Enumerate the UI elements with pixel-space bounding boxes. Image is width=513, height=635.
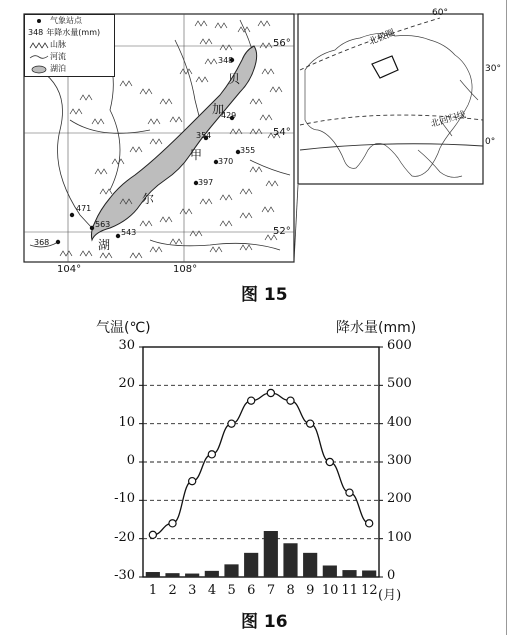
lake-char-4: 湖 xyxy=(98,238,111,252)
page-edge xyxy=(506,0,507,635)
point-jia: 甲 xyxy=(190,148,203,162)
precip-bar xyxy=(165,573,179,577)
precip-bar xyxy=(185,574,199,577)
temperature-point xyxy=(307,420,314,427)
lat-label-54: 54° xyxy=(273,127,291,138)
lon-label-108: 108° xyxy=(173,264,198,275)
legend-river: 河流 xyxy=(25,51,114,63)
precip-bar xyxy=(205,571,219,577)
station-dot-icon xyxy=(28,17,50,25)
station-label: 397 xyxy=(198,178,214,187)
inset-lat-30: 30° xyxy=(485,64,501,74)
month-tick-label: 4 xyxy=(207,583,217,598)
figure15-caption: 图 15 xyxy=(241,285,288,305)
map-legend xyxy=(24,14,115,77)
temp-tick-label: 10 xyxy=(118,414,135,430)
mountain-icon xyxy=(28,41,50,49)
precip-bar xyxy=(303,553,317,577)
precip-bar xyxy=(323,566,337,578)
precip-axis-title: 降水量(mm) xyxy=(336,320,417,336)
month-tick-label: 7 xyxy=(266,583,276,598)
station-label: 348 xyxy=(218,56,234,65)
precip-tick-label: 0 xyxy=(387,568,396,583)
precip-tick-label: 500 xyxy=(387,376,412,392)
month-tick-label: 10 xyxy=(321,583,339,598)
lon-label-104: 104° xyxy=(57,264,82,275)
lat-label-52: 52° xyxy=(273,226,291,237)
legend-precip: 348 年降水量(mm) xyxy=(28,28,101,37)
temp-tick-label: -10 xyxy=(114,491,135,507)
month-tick-label: 12 xyxy=(361,583,378,598)
temp-axis-title: 气温(℃) xyxy=(96,320,151,336)
temp-tick-label: 20 xyxy=(118,376,135,392)
temp-tick-label: 30 xyxy=(118,338,135,353)
temperature-point xyxy=(228,420,235,427)
inset-arctic-circle: 北极圈 xyxy=(367,28,397,48)
month-unit-label: (月) xyxy=(378,588,402,603)
temperature-point xyxy=(287,397,294,404)
month-tick-label: 11 xyxy=(341,583,359,598)
temperature-point xyxy=(189,478,196,485)
temperature-point xyxy=(326,458,333,465)
inset-lat-0: 0° xyxy=(485,137,496,147)
lake-char-2: 加 xyxy=(212,102,225,116)
precip-tick-label: 200 xyxy=(387,491,412,507)
month-tick-label: 9 xyxy=(306,583,315,598)
temperature-point xyxy=(149,531,156,538)
inset-lat-60: 60° xyxy=(432,8,448,18)
temperature-point xyxy=(267,389,274,396)
station-label: 354 xyxy=(196,131,212,140)
precip-bar xyxy=(224,564,238,577)
temperature-point xyxy=(248,397,255,404)
lake-icon xyxy=(28,65,50,74)
temperature-point xyxy=(346,489,353,496)
station-label: 429 xyxy=(221,111,237,120)
figure16-caption: 图 16 xyxy=(241,612,288,632)
month-tick-label: 3 xyxy=(188,583,197,598)
lake-char-1: 贝 xyxy=(228,72,241,86)
inset-tropic-cancer: 北回归线 xyxy=(429,110,468,130)
month-tick-label: 2 xyxy=(168,583,177,598)
precip-tick-label: 100 xyxy=(387,529,412,545)
month-tick-label: 8 xyxy=(286,583,295,598)
precip-bar xyxy=(146,572,160,577)
precip-tick-label: 600 xyxy=(387,338,412,353)
month-tick-label: 1 xyxy=(148,583,158,598)
temperature-point xyxy=(208,451,215,458)
station-label: 471 xyxy=(76,204,92,213)
precip-tick-label: 300 xyxy=(387,453,412,468)
climate-chart xyxy=(0,335,513,605)
temp-tick-label: -20 xyxy=(114,529,135,545)
lake-char-3: 尔 xyxy=(142,192,155,206)
month-tick-label: 5 xyxy=(227,583,236,598)
precip-bar xyxy=(283,543,297,577)
station-label: 563 xyxy=(95,220,111,229)
station-label: 370 xyxy=(218,157,234,166)
temperature-point xyxy=(169,520,176,527)
temp-tick-label: 0 xyxy=(126,453,135,468)
precip-bar xyxy=(264,531,278,577)
precip-bar xyxy=(362,570,376,577)
precip-bar xyxy=(342,570,356,577)
temperature-point xyxy=(366,520,373,527)
temp-tick-label: -30 xyxy=(114,568,135,583)
station-label: 355 xyxy=(240,146,256,155)
legend-mountain: 山脉 xyxy=(25,39,114,51)
precip-tick-label: 400 xyxy=(387,414,412,430)
legend-lake: 湖泊 xyxy=(25,63,114,75)
station-label: 368 xyxy=(34,238,50,247)
lat-label-56: 56° xyxy=(273,38,291,49)
precip-bar xyxy=(244,553,258,577)
river-icon xyxy=(28,53,50,61)
station-label: 543 xyxy=(121,228,137,237)
legend-station: 气象站点 xyxy=(25,15,114,27)
month-tick-label: 6 xyxy=(247,583,256,598)
